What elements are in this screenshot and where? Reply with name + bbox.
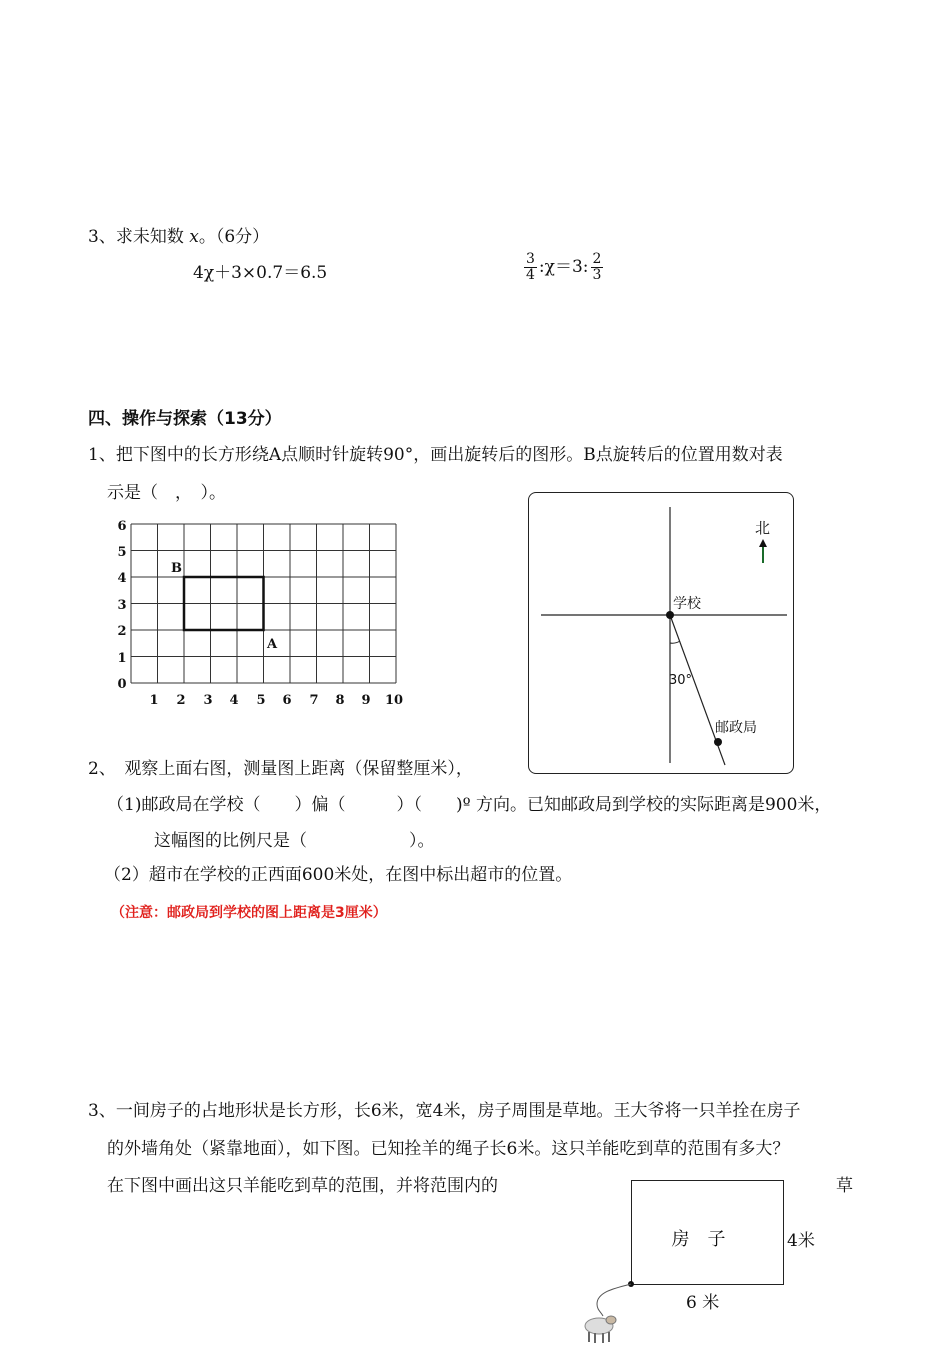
y-tick: 2 xyxy=(117,624,127,639)
equation-2: $\frac{3}{4}$ :χ＝3: $\frac{2}{3}$ xyxy=(526,251,602,283)
x-tick: 2 xyxy=(176,693,186,708)
post-office-label: 邮政局 xyxy=(715,720,757,736)
house-width-label: 6 米 xyxy=(686,1293,720,1313)
school-label: 学校 xyxy=(673,596,701,612)
problem-2-line-1: 2、 观察上面右图，测量图上距离（保留整厘米）， xyxy=(88,759,473,779)
house-height-label: 4米 xyxy=(787,1231,815,1251)
x-tick: 3 xyxy=(203,693,213,708)
north-label: 北 xyxy=(755,519,771,537)
direction-map[interactable] xyxy=(528,492,794,774)
point-b-label: B xyxy=(171,561,182,576)
problem-3-line-1: 3、一间房子的占地形状是长方形，长6米，宽4米，房子周围是草地。王大爷将一只羊拴在房子 xyxy=(88,1101,801,1121)
x-tick: 10 xyxy=(384,693,404,708)
problem-3-line-2: 的外墙角处（紧靠地面），如下图。已知拴羊的绳子长6米。这只羊能吃到草的范围有多大？ xyxy=(107,1139,790,1159)
x-tick: 5 xyxy=(256,693,266,708)
problem-2-sub1-line-1: （1)邮政局在学校（ ）偏（ ）（ )º 方向。已知邮政局到学校的实际距离是900米， xyxy=(107,795,832,815)
point-a-label: A xyxy=(267,637,278,652)
fraction-3-4: $\frac{3}{4}$ xyxy=(526,251,535,283)
sheep-icon xyxy=(585,1316,616,1343)
y-tick: 6 xyxy=(117,519,127,534)
coordinate-grid[interactable] xyxy=(108,512,408,712)
problem-2-note: （注意：邮政局到学校的图上距离是3厘米） xyxy=(111,905,387,921)
sheep-rope-figure xyxy=(575,1278,645,1346)
y-tick: 1 xyxy=(117,651,127,666)
x-tick: 9 xyxy=(361,693,371,708)
x-tick: 4 xyxy=(229,693,239,708)
problem-1-line-1: 1、把下图中的长方形绕A点顺时针旋转90°，画出旋转后的图形。B点旋转后的位置用数对表 xyxy=(88,445,783,465)
x-tick: 6 xyxy=(282,693,292,708)
problem-1-line-2: 示是（ ， ）。 xyxy=(107,483,226,503)
post-office-point xyxy=(714,738,722,746)
equation-1: 4χ＋3×0.7＝6.5 xyxy=(193,263,328,283)
house-label: 房子 xyxy=(671,1229,744,1250)
x-tick: 1 xyxy=(149,693,159,708)
problem-2-sub2: （2）超市在学校的正西面600米处，在图中标出超市的位置。 xyxy=(104,865,573,885)
problem-3-line-3: 在下图中画出这只羊能吃到草的范围，并将范围内的 xyxy=(107,1176,498,1196)
q3-title-var: x xyxy=(189,227,199,247)
fraction-2-3: $\frac{2}{3}$ xyxy=(592,251,602,283)
x-tick: 7 xyxy=(309,693,319,708)
rope-line xyxy=(597,1284,631,1316)
x-tick: 8 xyxy=(335,693,345,708)
section-4-heading: 四、操作与探索（13分） xyxy=(88,409,282,429)
y-tick: 0 xyxy=(117,677,127,692)
q3-title: 3、求未知数 x。（6分） xyxy=(88,227,270,247)
angle-label: 30° xyxy=(669,673,693,688)
problem-2-sub1-line-2: 这幅图的比例尺是（ ）。 xyxy=(154,831,435,851)
angle-arc xyxy=(670,641,680,643)
problem-3-line-3-end: 草 xyxy=(836,1176,853,1196)
north-arrow-icon xyxy=(759,539,767,547)
y-tick: 5 xyxy=(117,545,127,560)
y-tick: 3 xyxy=(117,598,127,613)
house-rectangle[interactable] xyxy=(631,1180,784,1285)
y-tick: 4 xyxy=(117,571,127,586)
